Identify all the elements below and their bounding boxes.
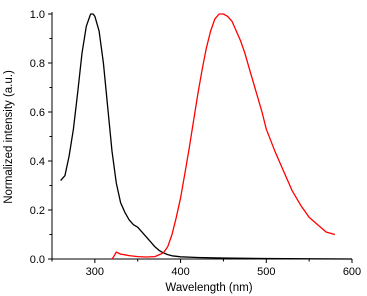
tick-group xyxy=(30,9,361,278)
emission-series-line xyxy=(112,14,335,259)
axes-frame xyxy=(52,12,352,259)
x-tick-label: 300 xyxy=(85,266,105,278)
y-tick-label: 0.0 xyxy=(29,254,45,266)
y-tick-label: 0.4 xyxy=(29,156,45,168)
x-tick-label: 500 xyxy=(257,266,276,278)
series-group xyxy=(61,14,352,259)
x-tick-label: 600 xyxy=(342,266,362,278)
y-axis-title: Normalized intensity (a.u.) xyxy=(3,70,15,204)
y-tick-label: 0.6 xyxy=(29,107,45,119)
x-axis-title: Wavelength (nm) xyxy=(165,282,253,294)
y-tick-label: 1.0 xyxy=(29,9,45,21)
x-tick-label: 400 xyxy=(171,266,190,278)
y-tick-label: 0.8 xyxy=(29,58,45,70)
y-tick-label: 0.2 xyxy=(29,205,45,217)
